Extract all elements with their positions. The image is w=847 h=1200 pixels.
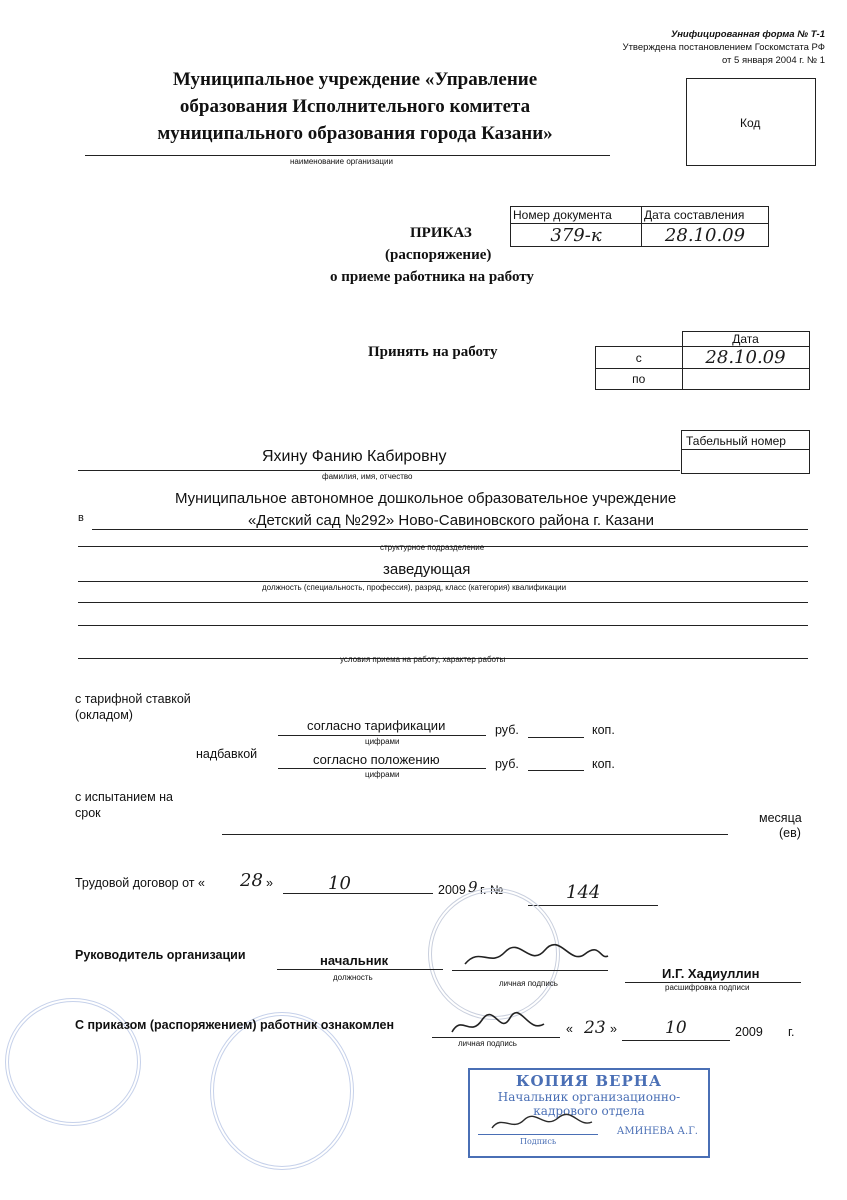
rate-underline — [278, 735, 486, 736]
copy-stamp-caption: Подпись — [520, 1137, 557, 1146]
employee-name: Яхину Фанию Кабировну — [262, 448, 447, 465]
org-line1: Муниципальное учреждение «Управление — [172, 69, 538, 90]
contract-g-no: г. № — [480, 883, 504, 897]
organization-name — [85, 66, 625, 147]
form-header-line2: Утверждена постановлением Госкомстата РФ — [622, 42, 825, 53]
round-stamp-center — [210, 1012, 354, 1170]
trial-label2: срок — [75, 806, 101, 820]
unit-line2: «Детский сад №292» Ново-Савиновского района г. Казани — [248, 512, 655, 529]
contract-label: Трудовой договор от « — [75, 876, 205, 890]
hire-to-label: по — [596, 369, 683, 390]
hire-title: Принять на работу — [368, 344, 498, 360]
hire-date-table — [595, 331, 810, 390]
ack-quote-close: » — [610, 1022, 617, 1036]
bonus-label: надбавкой — [196, 747, 258, 761]
contract-year-hw: 9 — [468, 878, 478, 896]
org-line3: муниципального образования города Казани» — [157, 123, 553, 144]
ack-month: 10 — [665, 1018, 687, 1038]
rate-value: согласно тарификации — [307, 718, 446, 733]
order-about: о приеме работника на работу — [330, 269, 534, 285]
order-number-table — [510, 206, 769, 247]
director-name-caption: расшифровка подписи — [665, 983, 750, 992]
rate-kop-line — [528, 737, 584, 738]
form-header-line1: Унифицированная форма № Т-1 — [671, 29, 825, 40]
trial-label1: с испытанием на — [75, 790, 174, 804]
salary-label2: (окладом) — [75, 708, 133, 722]
org-caption: наименование организации — [290, 157, 393, 166]
director-position-caption: должность — [333, 973, 373, 982]
director-position: начальник — [320, 953, 389, 968]
salary-label1: с тарифной ставкой — [75, 692, 191, 706]
director-signature — [460, 938, 610, 972]
contract-number-line — [528, 905, 658, 906]
ack-month-line — [622, 1040, 730, 1041]
hire-date-header: Дата — [682, 332, 809, 347]
order-title: ПРИКАЗ — [410, 225, 472, 241]
bonus-kop: коп. — [592, 757, 615, 771]
position-value: заведующая — [383, 561, 471, 578]
doc-number-value: 379-к — [511, 224, 642, 247]
contract-day: 28 — [240, 870, 263, 891]
extra-line1 — [78, 602, 808, 603]
extra-line2 — [78, 625, 808, 626]
contract-number: 144 — [566, 882, 601, 903]
contract-year: 2009 — [438, 883, 466, 897]
doc-number-header: Номер документа — [511, 207, 642, 224]
position-caption: должность (специальность, профессия), разряд, класс (категория) квалификации — [262, 583, 567, 592]
rate-digits-caption: цифрами — [365, 737, 400, 746]
name-caption: фамилия, имя, отчество — [322, 472, 413, 481]
director-sign-caption: личная подпись — [499, 979, 558, 988]
unit-caption: структурное подразделение — [380, 543, 485, 552]
unit-underline1 — [92, 529, 808, 530]
date-header: Дата составления — [642, 207, 769, 224]
position-underline — [78, 581, 808, 582]
rate-rub: руб. — [495, 723, 519, 737]
ack-sign-caption: личная подпись — [458, 1039, 517, 1048]
contract-month-line — [283, 893, 433, 894]
hire-from-value: 28.10.09 — [682, 347, 809, 369]
copy-stamp-title: КОПИЯ ВЕРНА — [515, 1072, 663, 1090]
contract-month: 10 — [328, 873, 351, 894]
org-underline — [85, 155, 610, 156]
bonus-kop-line — [528, 770, 584, 771]
unit-line1: Муниципальное автономное дошкольное образовательное учреждение — [175, 490, 677, 507]
bonus-underline — [278, 768, 486, 769]
rate-kop: коп. — [592, 723, 615, 737]
org-line2: образования Исполнительного комитета — [179, 96, 531, 117]
director-name: И.Г. Хадиуллин — [662, 966, 760, 981]
director-label: Руководитель организации — [75, 948, 246, 962]
employee-signature — [448, 1010, 548, 1040]
date-value: 28.10.09 — [642, 224, 769, 247]
trial-months1: месяца — [759, 811, 802, 825]
in-label: в — [78, 512, 84, 524]
hire-to-value — [682, 369, 809, 390]
trial-months2: (ев) — [779, 826, 801, 840]
director-position-line — [277, 969, 443, 970]
bonus-value: согласно положению — [313, 752, 440, 767]
form-header — [623, 28, 825, 67]
ack-day: 23 — [584, 1018, 606, 1038]
bonus-digits-caption: цифрами — [365, 770, 400, 779]
tabel-divider — [681, 449, 809, 450]
code-label: Код — [740, 116, 761, 130]
name-underline — [78, 470, 680, 471]
ack-quote-open: « — [566, 1022, 573, 1036]
copy-stamp-signature — [488, 1110, 598, 1136]
hire-from-label: с — [596, 347, 683, 369]
acknowledge-label: С приказом (распоряжением) работник ознакомлен — [75, 1018, 395, 1032]
copy-stamp-line2: Начальник организационно- — [497, 1090, 681, 1104]
conditions-caption: условия приема на работу, характер работы — [340, 655, 506, 664]
trial-underline — [222, 834, 728, 835]
bonus-rub: руб. — [495, 757, 519, 771]
contract-quote-close: » — [266, 876, 273, 890]
form-header-line3: от 5 января 2004 г. № 1 — [721, 55, 825, 66]
tabel-label: Табельный номер — [686, 434, 786, 448]
order-subtitle: (распоряжение) — [385, 247, 492, 263]
ack-g: г. — [788, 1025, 795, 1039]
copy-stamp-name: АМИНЕВА А.Г. — [616, 1126, 698, 1137]
ack-year: 2009 — [735, 1025, 763, 1039]
copy-stamp-line3: кадрового отдела — [533, 1104, 645, 1118]
